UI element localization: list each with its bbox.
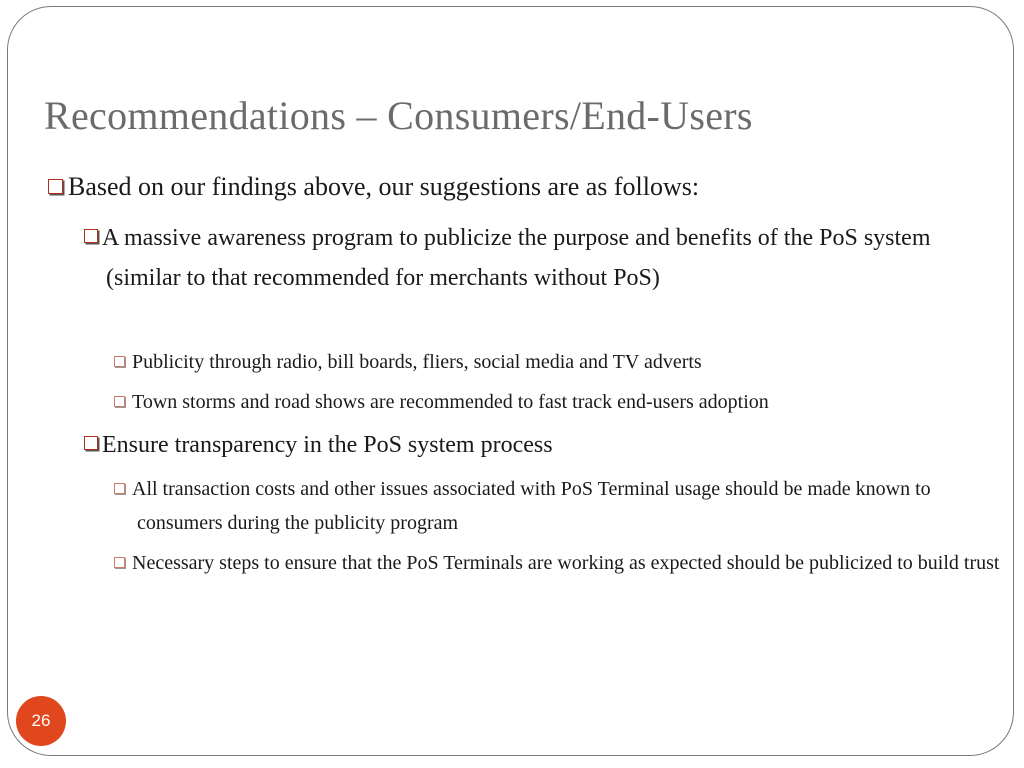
- bullet-text: Based on our findings above, our suggestions are as follows:: [68, 172, 700, 201]
- bullet-level3-publicity: [114, 345, 1007, 379]
- bullet-level2-awareness: [84, 218, 1006, 298]
- bullet-text: Town storms and road shows are recommended to fast track end-users adoption: [132, 391, 769, 413]
- bullet-level1-intro: [48, 172, 699, 202]
- bullet-text: All transaction costs and other issues associated with PoS Terminal usage should be made known to consumers during the publicity program: [132, 478, 931, 534]
- checkbox-bullet-icon: [48, 179, 63, 194]
- bullet-level3-town-storms: [114, 385, 1007, 419]
- checkbox-bullet-icon: [84, 229, 98, 243]
- bullet-level3-transaction-costs: [114, 472, 1007, 540]
- bullet-text: Necessary steps to ensure that the PoS Terminals are working as expected should be publicized to build trust: [132, 552, 1000, 574]
- bullet-level3-necessary-steps: [114, 546, 1007, 580]
- checkbox-bullet-icon: [114, 483, 125, 494]
- bullet-level2-transparency: [84, 425, 1006, 465]
- checkbox-bullet-icon: [114, 396, 125, 407]
- page-number-badge: 26: [16, 696, 66, 746]
- checkbox-bullet-icon: [84, 436, 98, 450]
- checkbox-bullet-icon: [114, 557, 125, 568]
- bullet-text: Publicity through radio, bill boards, fliers, social media and TV adverts: [132, 351, 702, 373]
- slide-title: Recommendations – Consumers/End-Users: [44, 93, 753, 138]
- checkbox-bullet-icon: [114, 356, 125, 367]
- bullet-text: Ensure transparency in the PoS system process: [102, 432, 553, 458]
- bullet-text: A massive awareness program to publicize the purpose and benefits of the PoS system (similar to that recommended for merchants without PoS): [102, 225, 931, 291]
